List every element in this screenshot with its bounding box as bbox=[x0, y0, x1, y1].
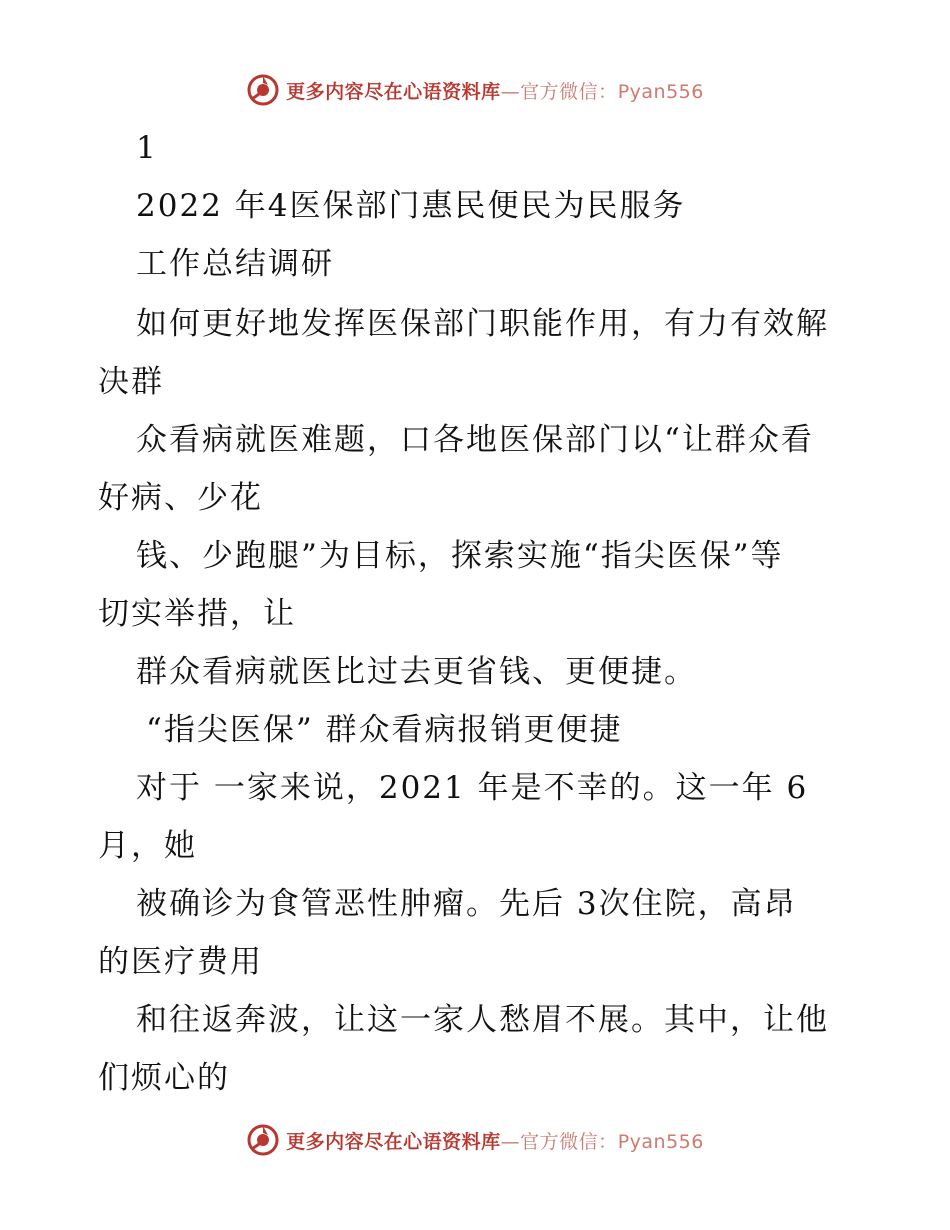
section-heading: “指尖医保” 群众看病报销更便捷 bbox=[146, 712, 623, 748]
watermark-wechat-label: 官方微信： bbox=[520, 1130, 618, 1153]
text-line: 切实举措，让 bbox=[98, 596, 296, 632]
watermark-wechat-id: Pyan556 bbox=[617, 1130, 704, 1153]
text-line: 和往返奔波，让这一家人愁眉不展。其中，让他 bbox=[136, 1002, 829, 1038]
text-line: 月，她 bbox=[98, 828, 197, 864]
watermark-wechat-label: 官方微信： bbox=[520, 80, 618, 103]
text-line: 决群 bbox=[98, 364, 164, 400]
text-line: 2022 年4医保部门惠民便民为民服务 bbox=[136, 188, 686, 224]
text-line: 对于 一家来说，2021 年是不幸的。这一年 6 bbox=[136, 770, 809, 806]
brand-logo-icon bbox=[246, 1123, 280, 1157]
text-line: 众看病就医难题，口各地医保部门以“让群众看 bbox=[136, 422, 814, 458]
text-line: 被确诊为食管恶性肿瘤。先后 3次住院，高昂 bbox=[136, 886, 797, 922]
text-line: 群众看病就医比过去更省钱、更便捷。 bbox=[136, 654, 697, 690]
watermark-main-text: 更多内容尽在心语资料库 bbox=[286, 80, 501, 103]
text-line: 1 bbox=[136, 130, 158, 166]
text-line: 工作总结调研 bbox=[136, 246, 334, 282]
text-line: 如何更好地发挥医保部门职能作用，有力有效解 bbox=[136, 306, 829, 342]
watermark-main-text: 更多内容尽在心语资料库 bbox=[286, 1130, 501, 1153]
watermark-separator: — bbox=[500, 80, 521, 103]
text-line: 好病、少花 bbox=[98, 480, 263, 516]
brand-logo-icon bbox=[246, 73, 280, 107]
watermark-wechat-id: Pyan556 bbox=[617, 80, 704, 103]
footer-watermark bbox=[0, 1120, 950, 1160]
text-line: 钱、少跑腿”为目标，探索实施“指尖医保”等 bbox=[136, 538, 784, 574]
header-watermark bbox=[0, 70, 950, 110]
text-line: 的医疗费用 bbox=[98, 944, 263, 980]
watermark-separator: — bbox=[500, 1130, 521, 1153]
text-line: 们烦心的 bbox=[98, 1060, 230, 1096]
